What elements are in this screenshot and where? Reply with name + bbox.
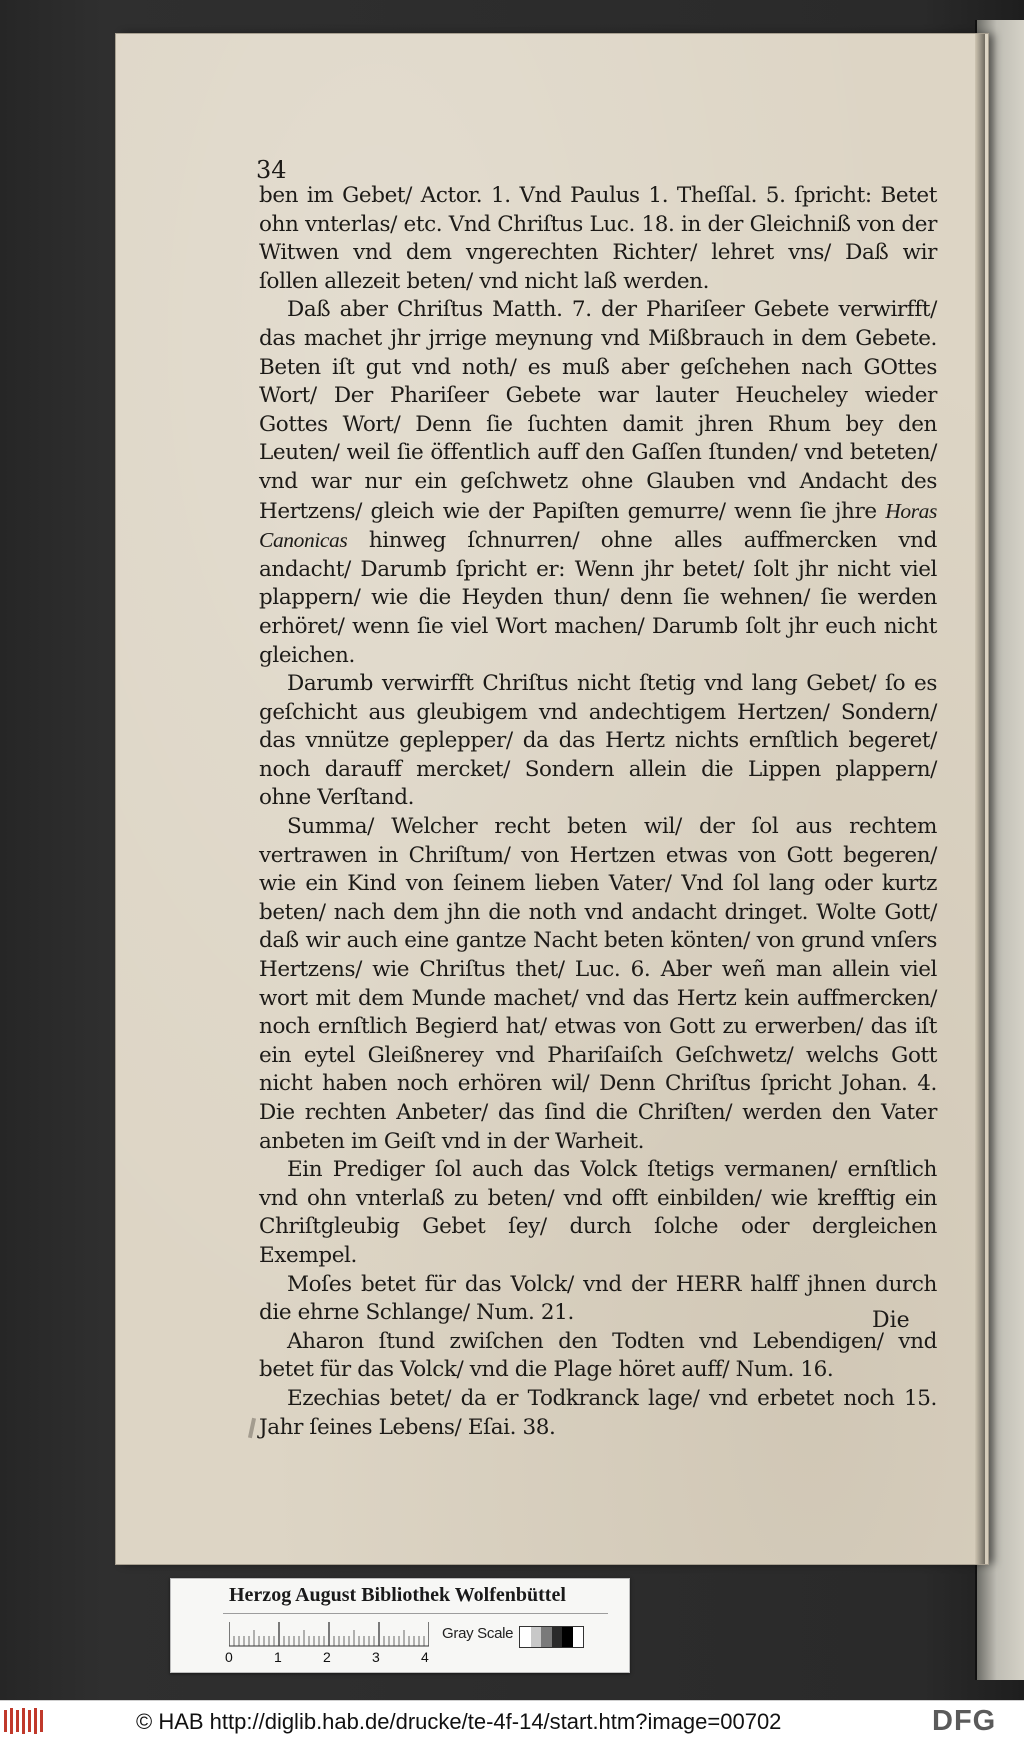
ruler-labels xyxy=(225,1649,445,1667)
ruler-label: 1 xyxy=(274,1649,282,1665)
footer-bar xyxy=(0,1700,1024,1741)
text-segment: Daß aber Chriſtus Matth. 7. der Phariſeer Gebete verwirfft/ das machet jhr jrrige meynung vnd Mißbrauch in dem Gebete. Beten iſt gut vnd noth/ es muß aber geſchehen nach GOttes Wort/ Der Phariſeer Gebete war lauter Heucheley wieder Gottes Wort/ Denn ſie ſuchten damit jhren Rhum bey den Leuten/ weil ſie öffentlich auff den Gaſſen ſtunden/ vnd beteten/ vnd war nur ein geſchwetz ohne Glauben vnd Andacht des Hertzens/ gleich wie der Papiſten gemurre/ wenn ſie jhre xyxy=(259,297,937,524)
grayscale-patch xyxy=(562,1627,573,1647)
text-segment: Moſes betet für das Volck/ vnd der HERR halff jhnen durch die ehrne Schlange/ Num. 21. xyxy=(259,1271,937,1326)
text-segment: Summa/ Welcher recht beten wil/ der ſol aus rechtem vertrawen in Chriſtum/ von Hertzen etwas von Gott begeren/ wie ein Kind von ſeinem lieben Vater/ Vnd ſol lang oder kurtz beten/ nach dem jhn die noth vnd andacht dringet. Wolte Gott/ daß wir auch eine gantze Nacht beten könten/ von grund vnſers Hertzens/ wie Chriſtus thet/ Luc. 6. Aber weñ man allein viel wort mit dem Munde machet/ vnd das Hertz kein auffmercken/ noch ernſtlich Begierd hat/ etwas von Gott zu erwerben/ das iſt ein eytel Gleißnerey vnd Phariſaiſch Geſchwetz/ welchs Gott nicht haben noch erhören wil/ Denn Chriſtus ſpricht Johan. 4. Die rechten Anbeter/ das ſind die Chriſten/ werden den Vater anbeten im Geiſt vnd in der Warheit. xyxy=(259,814,937,1154)
grayscale-strip xyxy=(519,1626,584,1648)
scale-ruler xyxy=(229,1622,429,1647)
page-gutter-shadow xyxy=(975,34,985,1564)
text-segment: Aharon ſtund zwiſchen den Todten vnd Lebendigen/ vnd betet für das Volck/ vnd die Plage höret auff/ Num. 16. xyxy=(259,1328,937,1383)
grayscale-patch xyxy=(573,1627,584,1647)
grayscale-patch xyxy=(552,1627,563,1647)
page-number: 34 xyxy=(256,156,287,184)
grayscale-label: Gray Scale xyxy=(442,1625,514,1642)
paragraph xyxy=(259,1156,937,1270)
paragraph xyxy=(259,813,937,1156)
card-divider xyxy=(223,1613,608,1614)
paragraph xyxy=(259,1385,937,1442)
catchword: Die xyxy=(872,1308,910,1333)
paragraph xyxy=(259,670,937,813)
grayscale-patch xyxy=(531,1627,542,1647)
grayscale-patch xyxy=(541,1627,552,1647)
ruler-label: 4 xyxy=(421,1649,429,1665)
text-segment: Ein Prediger ſol auch das Volck ſtetigs vermanen/ ernſtlich vnd ohn vnterlaß zu beten/ vnd offt einbilden/ wie krefftig ein Chriſtgleubig Gebet ſey/ durch ſolche oder dergleichen Exempel. xyxy=(259,1157,937,1268)
paragraph xyxy=(259,182,937,296)
text-segment: ben im Gebet/ Actor. 1. Vnd Paulus 1. Theſſal. 5. ſpricht: Betet ohn vnterlas/ etc. Vnd Chriſtus Luc. 18. in der Gleichniß von der Witwen vnd dem vngerechten Richter/ lehret vns/ Daß wir ſollen allezeit beten/ vnd nicht laß werden. xyxy=(259,183,937,294)
grayscale-patch xyxy=(520,1627,531,1647)
paragraph xyxy=(259,1328,937,1385)
text-segment: Ezechias betet/ da er Todkranck lage/ vnd erbetet noch 15. Jahr ſeines Lebens/ Eſai. 38. xyxy=(259,1385,937,1440)
paragraph xyxy=(259,296,937,670)
hab-logo-icon xyxy=(3,1706,47,1736)
ruler-label: 3 xyxy=(372,1649,380,1665)
library-name: Herzog August Bibliothek Wolfenbüttel xyxy=(229,1584,566,1606)
text-segment: hinweg ſchnurren/ ohne alles auffmercken vnd andacht/ Darumb ſpricht er: Wenn jhr betet/ ſolt jhr nicht viel plappern/ wie die Heyden thun/ denn ſie wehnen/ ſie werden erhöret/ wenn ſie viel Wort machen/ Darumb ſolt jhr euch nicht gleichen. xyxy=(259,528,937,668)
ruler-label: 0 xyxy=(225,1649,233,1665)
ruler-label: 2 xyxy=(323,1649,331,1665)
library-color-card xyxy=(170,1578,630,1673)
page-text-block xyxy=(259,182,937,1442)
text-segment: Darumb verwirfft Chriſtus nicht ſtetig vnd lang Gebet/ ſo es geſchicht aus gleubigem vnd andechtigem Hertzen/ Sondern/ das vnnütze geplepper/ da das Hertz nichts ernſtlich begeret/ noch darauff mercket/ Sondern allein die Lippen plappern/ ohne Verſtand. xyxy=(259,671,937,811)
paragraph xyxy=(259,1271,937,1328)
dfg-logo: DFG xyxy=(932,1705,997,1737)
footer-url-text[interactable]: © HAB http://diglib.hab.de/drucke/te-4f-14/start.htm?image=00702 xyxy=(136,1709,782,1734)
latin-phrase: Horas Canonicas xyxy=(259,498,937,553)
